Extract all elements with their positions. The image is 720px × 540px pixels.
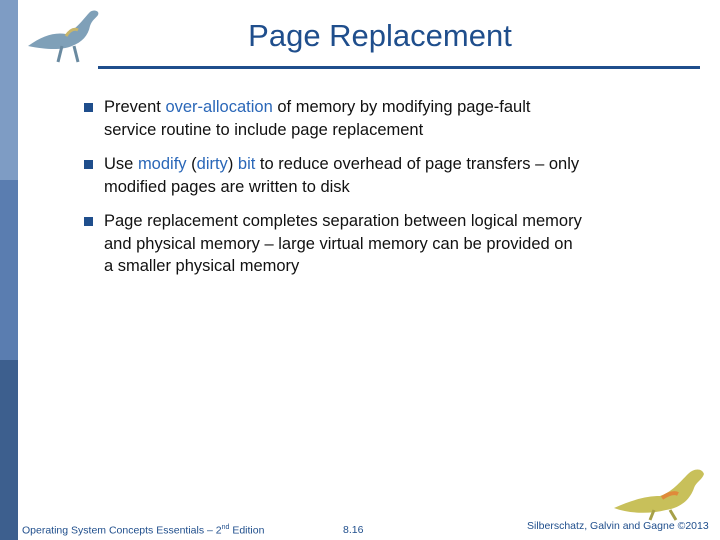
footer-book-title (22, 524, 264, 537)
footer-page-number: 8.16 (343, 524, 364, 536)
bullet-marker (84, 160, 93, 169)
sidebar-band (0, 360, 18, 540)
title-rule (98, 66, 700, 69)
bullet-text: Use (104, 155, 138, 173)
footer-book-text: Operating System Concepts Essentials – 2 (22, 524, 222, 537)
footer-book-tail: Edition (229, 524, 265, 537)
bullet-item (82, 153, 582, 198)
bullet-marker (84, 217, 93, 226)
keyword: over-allocation (165, 98, 273, 116)
keyword: modify (137, 155, 187, 173)
keyword: bit (237, 155, 256, 173)
bullet-item (82, 210, 582, 278)
sidebar-band (0, 180, 18, 360)
bullet-text: to reduce overhead of page transfers – only modified pages are written to disk (104, 155, 580, 196)
keyword: dirty (196, 155, 228, 173)
bullet-text: Page replacement completes separation between logical memory and physical memory – large virtual memory can be provided on a smaller physical memory (104, 212, 582, 275)
bullet-marker (84, 103, 93, 112)
footer-authors: Silberschatz, Galvin and Gagne ©2013 (527, 520, 709, 532)
footer-book-sup: nd (221, 524, 230, 531)
left-sidebar (0, 0, 18, 540)
bullet-text: of memory by modifying page-fault service routine to include page replacement (104, 98, 531, 139)
slide-title: Page Replacement (248, 18, 512, 53)
bullet-text: ( (186, 155, 197, 173)
bullet-text: Prevent (104, 98, 166, 116)
bullet-text: ) (227, 155, 238, 173)
bullet-item (82, 96, 582, 141)
dinosaur-bottom-icon (606, 462, 716, 522)
bullet-list (82, 96, 582, 290)
